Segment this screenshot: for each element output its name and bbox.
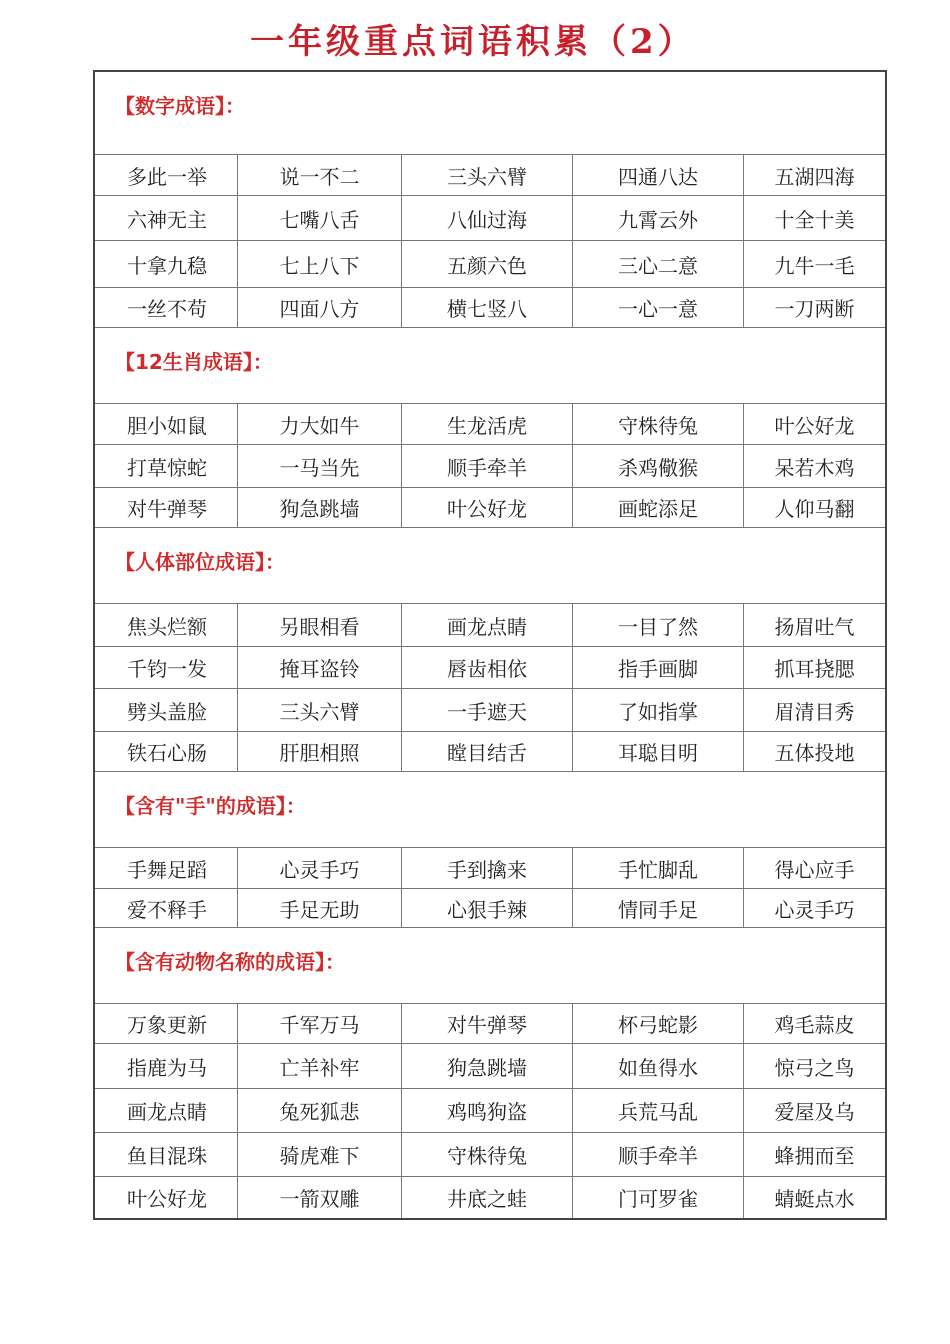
table-row: [95, 848, 885, 889]
table-row: [95, 288, 885, 328]
idiom-cell: 五颜六色: [402, 241, 573, 287]
idiom-cell: 兔死狐悲: [238, 1089, 402, 1132]
idiom-cell: 惊弓之鸟: [774, 1055, 855, 1080]
table-row: [95, 889, 885, 928]
idiom-cell: 肝胆相照: [238, 732, 402, 771]
idiom-cell: 力大如牛: [238, 404, 402, 444]
table-row: [95, 732, 885, 772]
idiom-cell: 八仙过海: [402, 196, 573, 240]
idiom-cell: 一马当先: [238, 445, 402, 487]
idiom-cell: 人仰马翻: [774, 497, 855, 521]
idiom-cell: 万象更新: [95, 1004, 238, 1043]
section-label: 【12生肖成语】：: [115, 350, 273, 374]
idiom-cell: 七上八下: [238, 241, 402, 287]
section-label: 【数字成语】：: [115, 94, 245, 118]
idiom-cell: 生龙活虎: [402, 404, 573, 444]
idiom-cell: 狗急跳墙: [238, 488, 402, 527]
idiom-cell: 对牛弹琴: [402, 1004, 573, 1043]
idiom-cell: 情同手足: [573, 889, 744, 927]
idiom-cell: 唇齿相依: [402, 647, 573, 688]
table-row: [95, 1004, 885, 1044]
idiom-cell: 一心一意: [573, 288, 744, 327]
idiom-cell: 焦头烂额: [95, 604, 238, 646]
idiom-cell: 蜻蜓点水: [774, 1187, 855, 1211]
idiom-cell: 蜂拥而至: [774, 1144, 855, 1168]
idiom-cell: 十拿九稳: [95, 241, 238, 287]
section-label: 【含有动物名称的成语】：: [115, 950, 345, 974]
idiom-cell: 眉清目秀: [774, 699, 855, 724]
idiom-cell: 杯弓蛇影: [573, 1004, 744, 1043]
section-header-numbers: [95, 72, 885, 155]
idiom-cell: 一目了然: [573, 604, 744, 646]
idiom-cell: 千钧一发: [95, 647, 238, 688]
section-header-body-parts: [95, 528, 885, 604]
section-header-zodiac: [95, 328, 885, 404]
idiom-cell: 六神无主: [95, 196, 238, 240]
idiom-cell: 五湖四海: [774, 164, 855, 189]
idiom-cell: 叶公好龙: [402, 488, 573, 527]
table-row: [95, 1177, 885, 1218]
idiom-cell: 千军万马: [238, 1004, 402, 1043]
table-row: [95, 1044, 885, 1089]
idiom-cell: 一丝不苟: [95, 288, 238, 327]
idiom-cell: 铁石心肠: [95, 732, 238, 771]
idiom-cell: 手忙脚乱: [573, 848, 744, 888]
idiom-cell: 三心二意: [573, 241, 744, 287]
idiom-cell: 七嘴八舌: [238, 196, 402, 240]
table-row: [95, 488, 885, 528]
idiom-cell: 鱼目混珠: [95, 1133, 238, 1176]
table-row: [95, 404, 885, 445]
idiom-cell: 爱不释手: [95, 889, 238, 927]
idiom-cell: 兵荒马乱: [573, 1089, 744, 1132]
idiom-cell: 另眼相看: [238, 604, 402, 646]
idiom-cell: 叶公好龙: [95, 1177, 238, 1218]
section-header-animals: [95, 928, 885, 1004]
idiom-cell: 对牛弹琴: [95, 488, 238, 527]
idiom-table: [93, 70, 887, 1220]
table-row: [95, 1089, 885, 1133]
idiom-cell: 井底之蛙: [402, 1177, 573, 1218]
idiom-cell: 杀鸡儆猴: [573, 445, 744, 487]
idiom-cell: 守株待兔: [402, 1133, 573, 1176]
section-header-hand: [95, 772, 885, 848]
idiom-cell: 手足无助: [238, 889, 402, 927]
section-label: 【含有"手"的成语】：: [115, 794, 306, 818]
idiom-cell: 画龙点睛: [95, 1089, 238, 1132]
idiom-cell: 心狠手辣: [402, 889, 573, 927]
idiom-cell: 扬眉吐气: [774, 614, 855, 639]
idiom-cell: 四面八方: [238, 288, 402, 327]
table-row: [95, 445, 885, 488]
idiom-cell: 心灵手巧: [774, 897, 855, 922]
idiom-cell: 九霄云外: [573, 196, 744, 240]
section-label: 【人体部位成语】：: [115, 550, 285, 574]
idiom-cell: 三头六臂: [238, 689, 402, 731]
idiom-cell: 得心应手: [774, 857, 855, 882]
idiom-cell: 打草惊蛇: [95, 445, 238, 487]
idiom-cell: 耳聪目明: [573, 732, 744, 771]
idiom-cell: 手舞足蹈: [95, 848, 238, 888]
idiom-cell: 了如指掌: [573, 689, 744, 731]
table-row: [95, 604, 885, 647]
idiom-cell: 一刀两断: [774, 297, 855, 321]
idiom-cell: 叶公好龙: [774, 413, 855, 438]
page-title: 一年级重点词语积累（2）: [250, 22, 696, 62]
idiom-cell: 守株待兔: [573, 404, 744, 444]
idiom-cell: 鸡毛蒜皮: [774, 1013, 855, 1037]
idiom-cell: 狗急跳墙: [402, 1044, 573, 1088]
idiom-cell: 爱屋及乌: [774, 1100, 855, 1124]
table-row: [95, 689, 885, 732]
idiom-cell: 劈头盖脸: [95, 689, 238, 731]
idiom-cell: 抓耳挠腮: [774, 657, 855, 681]
table-row: [95, 196, 885, 241]
idiom-cell: 画蛇添足: [573, 488, 744, 527]
idiom-cell: 门可罗雀: [573, 1177, 744, 1218]
idiom-cell: 画龙点睛: [402, 604, 573, 646]
idiom-cell: 骑虎难下: [238, 1133, 402, 1176]
idiom-cell: 五体投地: [774, 741, 855, 765]
idiom-cell: 如鱼得水: [573, 1044, 744, 1088]
idiom-cell: 三头六臂: [402, 155, 573, 195]
idiom-cell: 横七竖八: [402, 288, 573, 327]
idiom-cell: 四通八达: [573, 155, 744, 195]
idiom-cell: 一手遮天: [402, 689, 573, 731]
idiom-cell: 多此一举: [95, 155, 238, 195]
idiom-cell: 说一不二: [238, 155, 402, 195]
idiom-cell: 亡羊补牢: [238, 1044, 402, 1088]
table-row: [95, 155, 885, 196]
idiom-cell: 顺手牵羊: [402, 445, 573, 487]
idiom-cell: 胆小如鼠: [95, 404, 238, 444]
idiom-cell: 掩耳盗铃: [238, 647, 402, 688]
table-row: [95, 241, 885, 288]
idiom-cell: 十全十美: [774, 207, 855, 232]
table-row: [95, 647, 885, 689]
idiom-cell: 鸡鸣狗盗: [402, 1089, 573, 1132]
idiom-cell: 九牛一毛: [774, 253, 855, 278]
idiom-cell: 呆若木鸡: [774, 455, 855, 480]
idiom-cell: 瞠目结舌: [402, 732, 573, 771]
idiom-cell: 指手画脚: [573, 647, 744, 688]
idiom-cell: 指鹿为马: [95, 1044, 238, 1088]
idiom-cell: 一箭双雕: [238, 1177, 402, 1218]
idiom-cell: 手到擒来: [402, 848, 573, 888]
idiom-cell: 心灵手巧: [238, 848, 402, 888]
table-row: [95, 1133, 885, 1177]
idiom-cell: 顺手牵羊: [573, 1133, 744, 1176]
